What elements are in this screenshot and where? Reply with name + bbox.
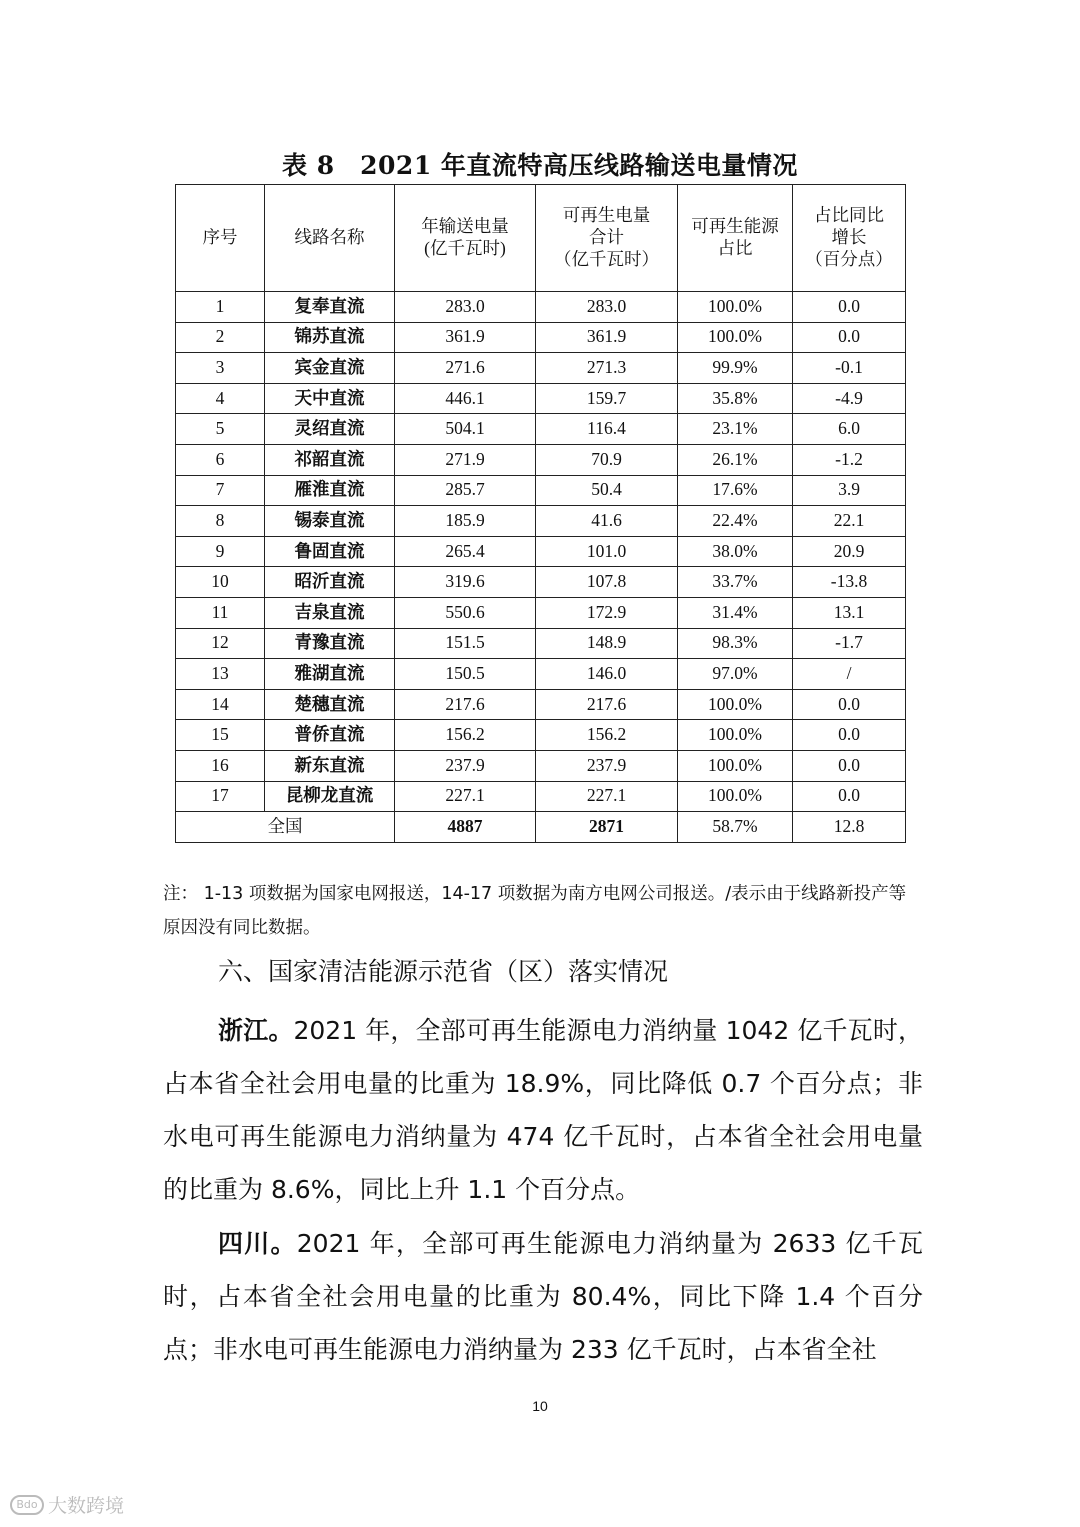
total-yoy: 12.8 [793, 812, 906, 843]
table-row [176, 322, 906, 353]
transmission-table [175, 184, 906, 843]
cell-share: 33.7% [678, 567, 793, 598]
cell-renew: 156.2 [536, 720, 678, 751]
cell-seq: 13 [176, 659, 265, 690]
table-row [176, 781, 906, 812]
table-row [176, 536, 906, 567]
total-label: 全国 [176, 812, 395, 843]
cell-share: 26.1% [678, 444, 793, 475]
cell-name: 楚穗直流 [265, 689, 395, 720]
cell-renew: 107.8 [536, 567, 678, 598]
cell-yoy: 0.0 [793, 322, 906, 353]
table-row [176, 750, 906, 781]
cell-share: 17.6% [678, 475, 793, 506]
table-row [176, 506, 906, 537]
cell-name: 昭沂直流 [265, 567, 395, 598]
cell-annual: 319.6 [395, 567, 536, 598]
cell-annual: 265.4 [395, 536, 536, 567]
cell-annual: 271.6 [395, 353, 536, 384]
cell-share: 100.0% [678, 689, 793, 720]
cell-name: 雅湖直流 [265, 659, 395, 690]
cell-seq: 9 [176, 536, 265, 567]
cell-renew: 41.6 [536, 506, 678, 537]
cell-name: 复奉直流 [265, 292, 395, 323]
cell-name: 昆柳龙直流 [265, 781, 395, 812]
cell-renew: 70.9 [536, 444, 678, 475]
cell-renew: 159.7 [536, 383, 678, 414]
cell-share: 31.4% [678, 597, 793, 628]
cell-yoy: / [793, 659, 906, 690]
table-row [176, 444, 906, 475]
cell-renew: 146.0 [536, 659, 678, 690]
cell-yoy: 6.0 [793, 414, 906, 445]
cell-name: 普侨直流 [265, 720, 395, 751]
cell-yoy: -1.2 [793, 444, 906, 475]
paragraph-lead: 浙江。 [218, 1016, 294, 1045]
cell-share: 100.0% [678, 322, 793, 353]
watermark-text: 大数跨境 [48, 1495, 125, 1517]
cell-annual: 151.5 [395, 628, 536, 659]
cell-seq: 12 [176, 628, 265, 659]
paragraph-text: 2021 年，全部可再生能源电力消纳量为 2633 亿千瓦时，占本省全社会用电量的比重为 80.4%，同比下降 1.4 个百分点；非水电可再生能源电力消纳量为 233 亿千瓦时，占本省全社 [163, 1229, 923, 1364]
cell-name: 吉泉直流 [265, 597, 395, 628]
cell-renew: 271.3 [536, 353, 678, 384]
cell-yoy: 0.0 [793, 781, 906, 812]
table-header-row [176, 185, 906, 292]
cell-annual: 285.7 [395, 475, 536, 506]
cell-annual: 271.9 [395, 444, 536, 475]
cell-yoy: 3.9 [793, 475, 906, 506]
cell-yoy: 22.1 [793, 506, 906, 537]
cell-annual: 227.1 [395, 781, 536, 812]
cell-seq: 15 [176, 720, 265, 751]
table-note: 注： 1-13 项数据为国家电网报送，14-17 项数据为南方电网公司报送。/表示由于线路新投产等原因没有同比数据。 [163, 884, 907, 938]
cell-seq: 1 [176, 292, 265, 323]
table-row [176, 475, 906, 506]
cell-seq: 10 [176, 567, 265, 598]
paragraph-lead: 四川。 [218, 1229, 297, 1258]
table-row [176, 720, 906, 751]
cell-yoy: -1.7 [793, 628, 906, 659]
cell-yoy: 0.0 [793, 750, 906, 781]
paragraph-text: 2021 年，全部可再生能源电力消纳量 1042 亿千瓦时，占本省全社会用电量的比重为 18.9%，同比降低 0.7 个百分点；非水电可再生能源电力消纳量为 474 亿千瓦时，占本省全社会用电量的比重为 8.6%，同比上升 1.1 个百分点。 [163, 1016, 923, 1204]
cell-yoy: -13.8 [793, 567, 906, 598]
cell-annual: 446.1 [395, 383, 536, 414]
cell-name: 鲁固直流 [265, 536, 395, 567]
cell-seq: 3 [176, 353, 265, 384]
watermark-logo-icon: Bdo [10, 1495, 44, 1515]
cell-renew: 148.9 [536, 628, 678, 659]
cell-renew: 237.9 [536, 750, 678, 781]
cell-name: 锡泰直流 [265, 506, 395, 537]
cell-seq: 5 [176, 414, 265, 445]
table-row [176, 628, 906, 659]
table-row [176, 292, 906, 323]
cell-renew: 361.9 [536, 322, 678, 353]
total-annual: 4887 [395, 812, 536, 843]
cell-annual: 217.6 [395, 689, 536, 720]
header-annual: 年输送电量 (亿千瓦时) [395, 185, 536, 292]
cell-share: 38.0% [678, 536, 793, 567]
cell-seq: 8 [176, 506, 265, 537]
cell-renew: 50.4 [536, 475, 678, 506]
total-share: 58.7% [678, 812, 793, 843]
section-heading: 六、国家清洁能源示范省（区）落实情况 [218, 957, 669, 986]
cell-share: 98.3% [678, 628, 793, 659]
cell-share: 22.4% [678, 506, 793, 537]
cell-share: 100.0% [678, 781, 793, 812]
cell-seq: 17 [176, 781, 265, 812]
cell-seq: 11 [176, 597, 265, 628]
cell-yoy: 0.0 [793, 689, 906, 720]
cell-renew: 172.9 [536, 597, 678, 628]
cell-seq: 2 [176, 322, 265, 353]
table-caption: 表 8 2021 年直流特高压线路输送电量情况 [282, 151, 798, 180]
cell-name: 灵绍直流 [265, 414, 395, 445]
cell-yoy: 0.0 [793, 720, 906, 751]
cell-annual: 283.0 [395, 292, 536, 323]
cell-name: 祁韶直流 [265, 444, 395, 475]
header-share: 可再生能源 占比 [678, 185, 793, 292]
table-total-row [176, 812, 906, 843]
paragraph-sichuan [163, 1217, 923, 1376]
cell-seq: 6 [176, 444, 265, 475]
table-row [176, 567, 906, 598]
table-row [176, 659, 906, 690]
cell-name: 宾金直流 [265, 353, 395, 384]
total-renew: 2871 [536, 812, 678, 843]
cell-renew: 101.0 [536, 536, 678, 567]
cell-annual: 237.9 [395, 750, 536, 781]
cell-annual: 550.6 [395, 597, 536, 628]
table-row [176, 597, 906, 628]
cell-share: 23.1% [678, 414, 793, 445]
header-seq: 序号 [176, 185, 265, 292]
cell-share: 97.0% [678, 659, 793, 690]
page-number: 10 [532, 1398, 548, 1414]
cell-annual: 504.1 [395, 414, 536, 445]
header-name: 线路名称 [265, 185, 395, 292]
cell-share: 100.0% [678, 750, 793, 781]
header-renew: 可再生电量 合计 （亿千瓦时） [536, 185, 678, 292]
cell-name: 新东直流 [265, 750, 395, 781]
cell-annual: 150.5 [395, 659, 536, 690]
cell-renew: 217.6 [536, 689, 678, 720]
cell-name: 雁淮直流 [265, 475, 395, 506]
cell-name: 青豫直流 [265, 628, 395, 659]
paragraph-zhejiang [163, 1004, 923, 1216]
cell-annual: 185.9 [395, 506, 536, 537]
cell-name: 天中直流 [265, 383, 395, 414]
cell-annual: 156.2 [395, 720, 536, 751]
cell-share: 100.0% [678, 292, 793, 323]
cell-renew: 116.4 [536, 414, 678, 445]
table-row [176, 353, 906, 384]
cell-seq: 4 [176, 383, 265, 414]
watermark [10, 1491, 124, 1518]
cell-yoy: 13.1 [793, 597, 906, 628]
cell-name: 锦苏直流 [265, 322, 395, 353]
cell-share: 100.0% [678, 720, 793, 751]
cell-renew: 283.0 [536, 292, 678, 323]
cell-renew: 227.1 [536, 781, 678, 812]
cell-seq: 14 [176, 689, 265, 720]
header-yoy: 占比同比 增长 （百分点） [793, 185, 906, 292]
cell-yoy: 0.0 [793, 292, 906, 323]
cell-share: 35.8% [678, 383, 793, 414]
cell-yoy: -4.9 [793, 383, 906, 414]
cell-share: 99.9% [678, 353, 793, 384]
cell-yoy: -0.1 [793, 353, 906, 384]
cell-seq: 7 [176, 475, 265, 506]
cell-annual: 361.9 [395, 322, 536, 353]
cell-yoy: 20.9 [793, 536, 906, 567]
cell-seq: 16 [176, 750, 265, 781]
table-row [176, 414, 906, 445]
table-row [176, 383, 906, 414]
table-row [176, 689, 906, 720]
